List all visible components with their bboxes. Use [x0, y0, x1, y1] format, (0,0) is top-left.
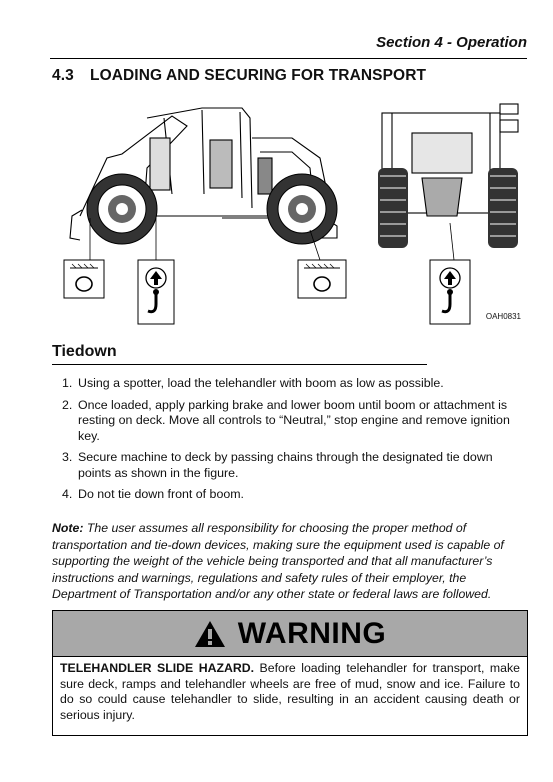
- warning-header: [53, 611, 527, 657]
- subsection-rule: [52, 364, 427, 365]
- lift-hook-decal-icon: [430, 260, 470, 324]
- tiedown-decal-icon: [298, 260, 346, 298]
- step-text: Once loaded, apply parking brake and lower boom until boom or attachment is resting on deck. Move all controls to “Neutral,” stop engine and remove ignition key.: [78, 397, 510, 443]
- rear-wheel-left: [378, 168, 408, 248]
- section-title: [52, 67, 426, 85]
- wheel-front: [87, 174, 157, 244]
- warning-triangle-icon: [194, 620, 226, 648]
- step-number: 1.: [62, 376, 73, 390]
- warning-body: Before loading telehandler for transport, make sure deck, ramps and telehandler wheels are free of mud, snow and ice. Failure to do so could cause telehandler to slide, resulting in an accident causing death or serious injury.: [60, 661, 520, 722]
- section-title-text: LOADING AND SECURING FOR TRANSPORT: [90, 67, 427, 84]
- note-text: The user assumes all responsibility for choosing the proper method of transportation and tie-down devices, making sure the equipment used is capable of supporting the weight of the vehicle being transported and that all manufacturer’s instructions and warnings, regulations and safety rules of their employer, the Department of Transportation and/or any other state or federal laws are followed.: [52, 521, 504, 601]
- step-text: Using a spotter, load the telehandler with boom as low as possible.: [78, 376, 444, 390]
- warning-text: [53, 657, 527, 723]
- telehandler-illustration: [52, 98, 532, 330]
- step-number: 2.: [62, 397, 73, 412]
- list-item: [62, 376, 526, 392]
- header-rule: [50, 58, 527, 59]
- warning-box: [52, 610, 528, 736]
- warning-heading: WARNING: [237, 616, 387, 650]
- list-item: [62, 398, 526, 445]
- telehandler-tiedown-figure: [52, 98, 532, 330]
- list-item: [62, 487, 526, 503]
- rear-wheel-right: [488, 168, 518, 248]
- list-item: [62, 450, 526, 481]
- section-number: 4.3: [52, 67, 74, 84]
- tiedown-steps: [62, 376, 526, 509]
- step-text: Do not tie down front of boom.: [78, 487, 244, 501]
- subsection-title: Tiedown: [52, 343, 117, 360]
- warning-hazard: TELEHANDLER SLIDE HAZARD.: [60, 661, 255, 675]
- step-number: 4.: [62, 487, 73, 501]
- step-text: Secure machine to deck by passing chains through the designated tie down points as shown in the figure.: [78, 450, 493, 480]
- step-number: 3.: [62, 450, 73, 464]
- section-header: Section 4 - Operation: [376, 34, 527, 51]
- figure-code: OAH0831: [485, 312, 521, 321]
- tiedown-decal-icon: [64, 260, 104, 298]
- wheel-rear: [267, 174, 337, 244]
- note-paragraph: [52, 520, 530, 603]
- lift-hook-decal-icon: [138, 260, 174, 324]
- note-label: Note:: [52, 521, 84, 535]
